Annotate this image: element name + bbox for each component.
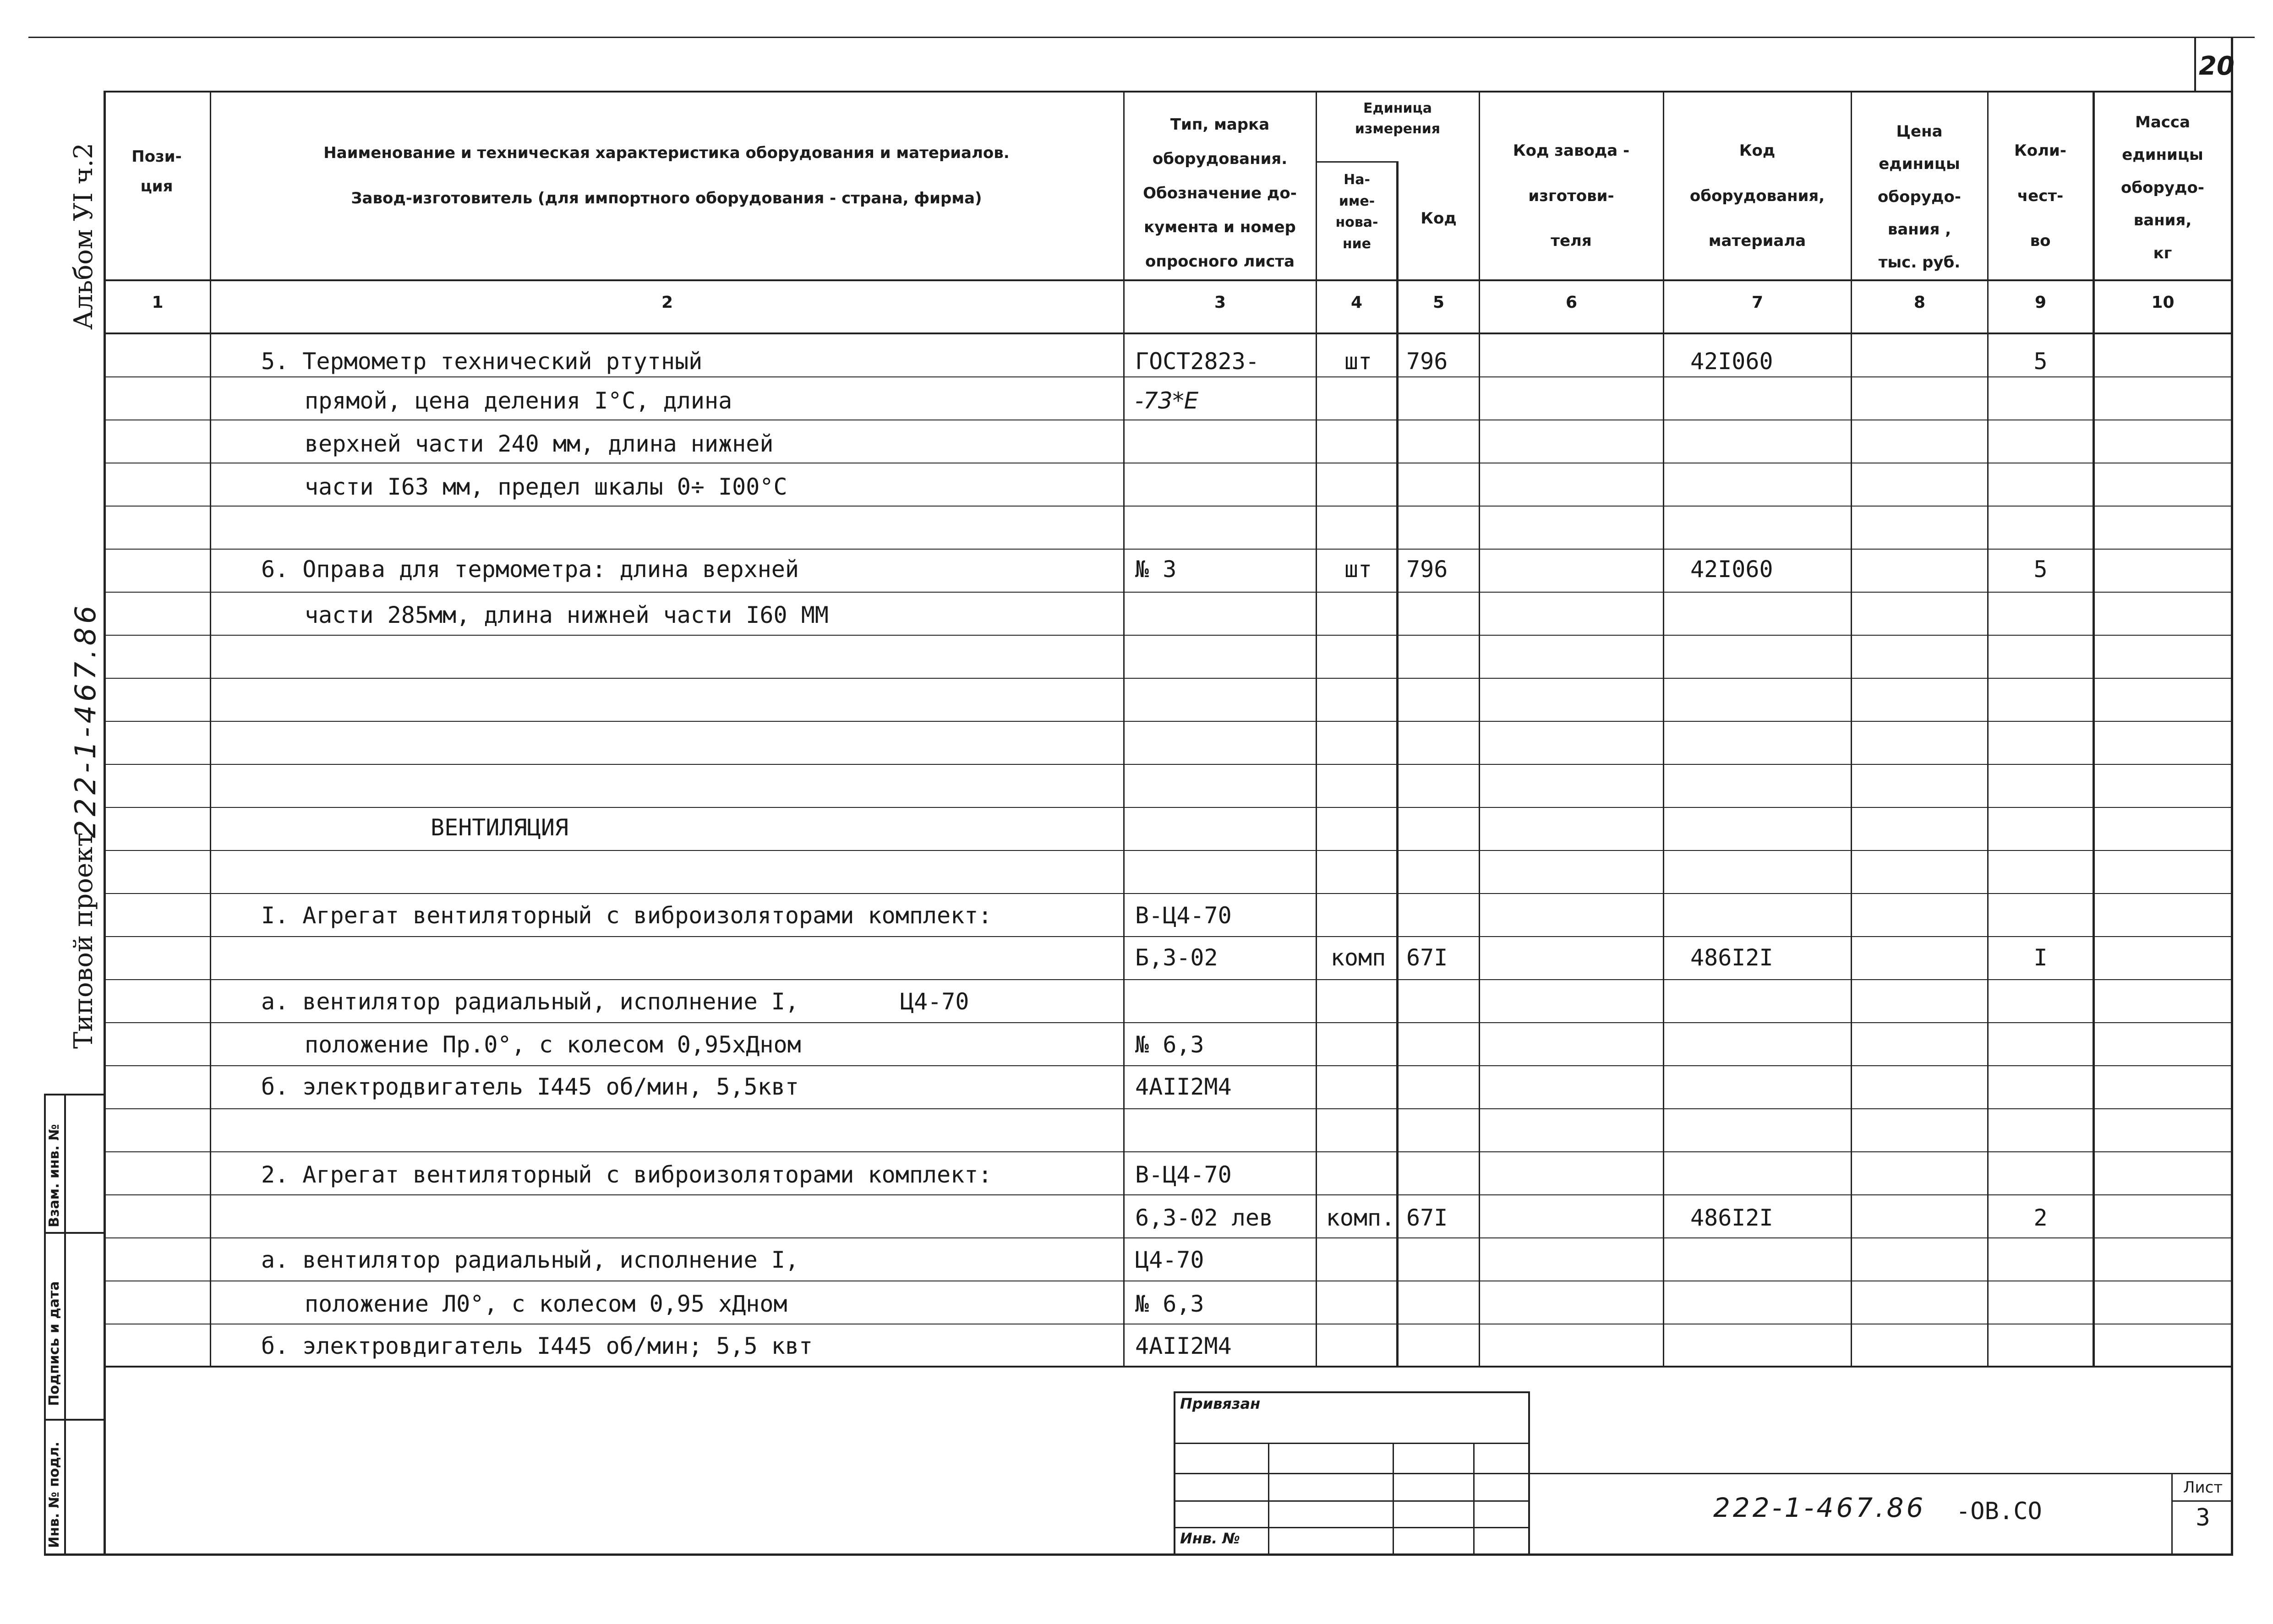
colnum-1: 1 (152, 293, 164, 312)
colnum-5: 5 (1432, 293, 1445, 312)
col-line-7 (1851, 91, 1852, 1367)
header-bottom-line (104, 279, 2233, 281)
colnum-7: 7 (1751, 293, 1764, 312)
frame-bottom (44, 1553, 2233, 1556)
colnum-2: 2 (661, 293, 673, 312)
colnum-bottom-line (104, 332, 2233, 334)
colnum-9: 9 (2034, 293, 2047, 312)
header-unit-group: Единица измерения (1355, 100, 1441, 137)
header-col3: Тип, марка оборудования. Обозначение до- кумента и номер опросного листа (1143, 115, 1297, 271)
album-label: Альбом УI ч.2 (69, 142, 98, 330)
header-col1: Пози- ция (131, 147, 182, 196)
header-col4: На- име- нова- ние (1335, 172, 1378, 252)
col-line-1 (210, 91, 211, 1367)
doc-block-top (1528, 1473, 2232, 1474)
vzam-inv-label: Взам. инв. № (46, 1124, 62, 1227)
frame-right (2231, 37, 2233, 1555)
inv-podl-label: Инв. № подл. (46, 1441, 62, 1548)
colnum-3: 3 (1214, 293, 1226, 312)
col-line-5 (1479, 91, 1480, 1367)
colnum-8: 8 (1913, 293, 1926, 312)
table-top-line (104, 91, 2233, 93)
header-col7: Код оборудования, материала (1689, 142, 1825, 251)
header-col6: Код завода - изготови- теля (1513, 142, 1630, 251)
project-code-side: 222-1-467.86 (69, 602, 102, 838)
header-col2: Наименование и техническая характеристика оборудования и материалов. Завод-изготовитель (для импортного оборудования - страна, фирма) (323, 144, 1010, 207)
side-strip-mid (64, 1094, 66, 1555)
document-code: 222-1-467.86 (1713, 1492, 1926, 1523)
unit-sub-line (1316, 161, 1398, 163)
colnum-4: 4 (1350, 293, 1363, 312)
col-line-3 (1316, 91, 1317, 1367)
side-strip-left (44, 1094, 46, 1555)
sheet-corner-number: 20 (2199, 51, 2235, 81)
privyazan-label: Привязан (1180, 1395, 1261, 1412)
top-border-line (28, 37, 2255, 38)
side-strip-div2 (44, 1419, 105, 1421)
colnum-10: 10 (2151, 293, 2175, 312)
col-line-2 (1123, 91, 1125, 1367)
corner-box-left (2194, 37, 2196, 91)
inv-no-label: Инв. № (1180, 1530, 1240, 1547)
document-suffix: -ОВ.СО (1956, 1498, 2042, 1525)
side-strip-top (44, 1094, 105, 1095)
col-line-9 (2093, 91, 2095, 1367)
header-col9: Коли- чест- во (2014, 142, 2066, 251)
col-line-8 (1987, 91, 1989, 1367)
header-col5: Код (1421, 209, 1457, 228)
project-label: Типовой проект (69, 832, 98, 1049)
sheet-label: Лист (2183, 1478, 2223, 1497)
sheet-number: 3 (2196, 1504, 2210, 1531)
side-strip-div1 (44, 1232, 105, 1234)
header-col10: Масса единицы оборудо- вания, кг (2121, 113, 2204, 262)
podpis-data-label: Подпись и дата (46, 1281, 62, 1406)
header-col8: Цена единицы оборудо- вания , тыс. руб. (1878, 122, 1961, 272)
sheet-cell-left (2171, 1473, 2173, 1555)
sheet-cell-mid (2171, 1500, 2233, 1502)
section-heading: ВЕНТИЛЯЦИЯ (431, 814, 569, 841)
col-line-6 (1663, 91, 1664, 1367)
colnum-6: 6 (1565, 293, 1578, 312)
